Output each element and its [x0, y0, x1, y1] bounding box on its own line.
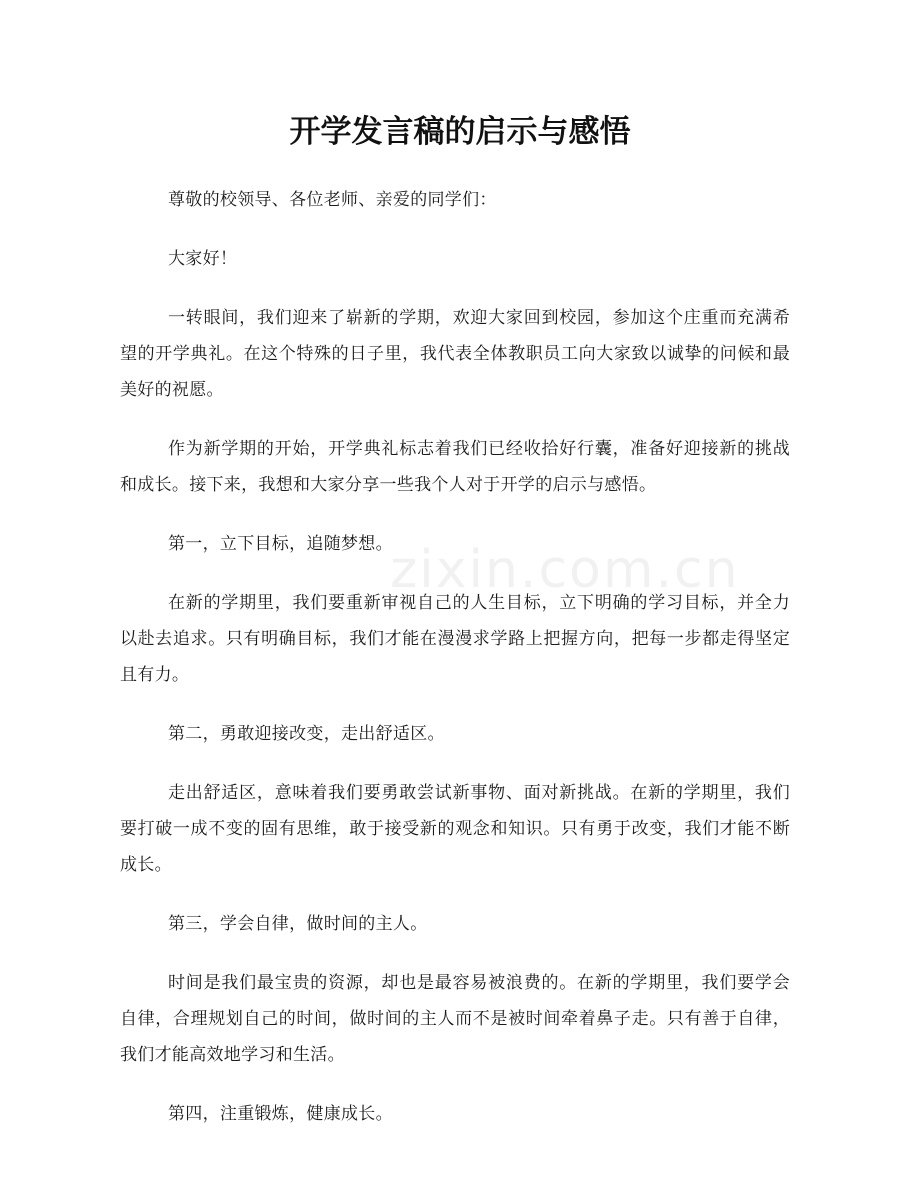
paragraph-intro: 一转眼间，我们迎来了崭新的学期，欢迎大家回到校园，参加这个庄重而充满希望的开学典礼。在这个特殊的日子里，我代表全体教职员工向大家致以诚挚的问候和最美好的祝愿。	[120, 308, 790, 400]
paragraph-point-1: 第一，立下目标，追随梦想。	[168, 534, 393, 554]
page-title: 开学发言稿的启示与感悟	[289, 114, 631, 150]
document-body	[120, 182, 790, 1155]
watermark: zixin.com.cn	[390, 540, 740, 600]
paragraph-point-2-body: 走出舒适区，意味着我们要勇敢尝试新事物、面对新挑战。在新的学期里，我们要打破一成不变的固有思维，敢于接受新的观念和知识。只有勇于改变，我们才能不断成长。	[120, 783, 790, 875]
paragraph-salutation: 尊敬的校领导、各位老师、亲爱的同学们：	[168, 190, 497, 210]
paragraph-point-3-body: 时间是我们最宝贵的资源，却也是最容易被浪费的。在新的学期里，我们要学会自律，合理规划自己的时间，做时间的主人而不是被时间牵着鼻子走。只有善于自律，我们才能高效地学习和生活。	[120, 973, 790, 1065]
paragraph-point-4: 第四，注重锻炼，健康成长。	[168, 1104, 393, 1124]
paragraph-point-2: 第二，勇敢迎接改变，走出舒适区。	[168, 724, 445, 744]
paragraph-greeting: 大家好！	[168, 249, 238, 269]
paragraph-point-3: 第三，学会自律，做时间的主人。	[168, 914, 428, 934]
paragraph-purpose: 作为新学期的开始，开学典礼标志着我们已经收拾好行囊，准备好迎接新的挑战和成长。接下来，我想和大家分享一些我个人对于开学的启示与感悟。	[120, 439, 790, 495]
paragraph-point-1-body: 在新的学期里，我们要重新审视自己的人生目标，立下明确的学习目标，并全力以赴去追求。只有明确目标，我们才能在漫漫求学路上把握方向，把每一步都走得坚定且有力。	[120, 593, 790, 685]
